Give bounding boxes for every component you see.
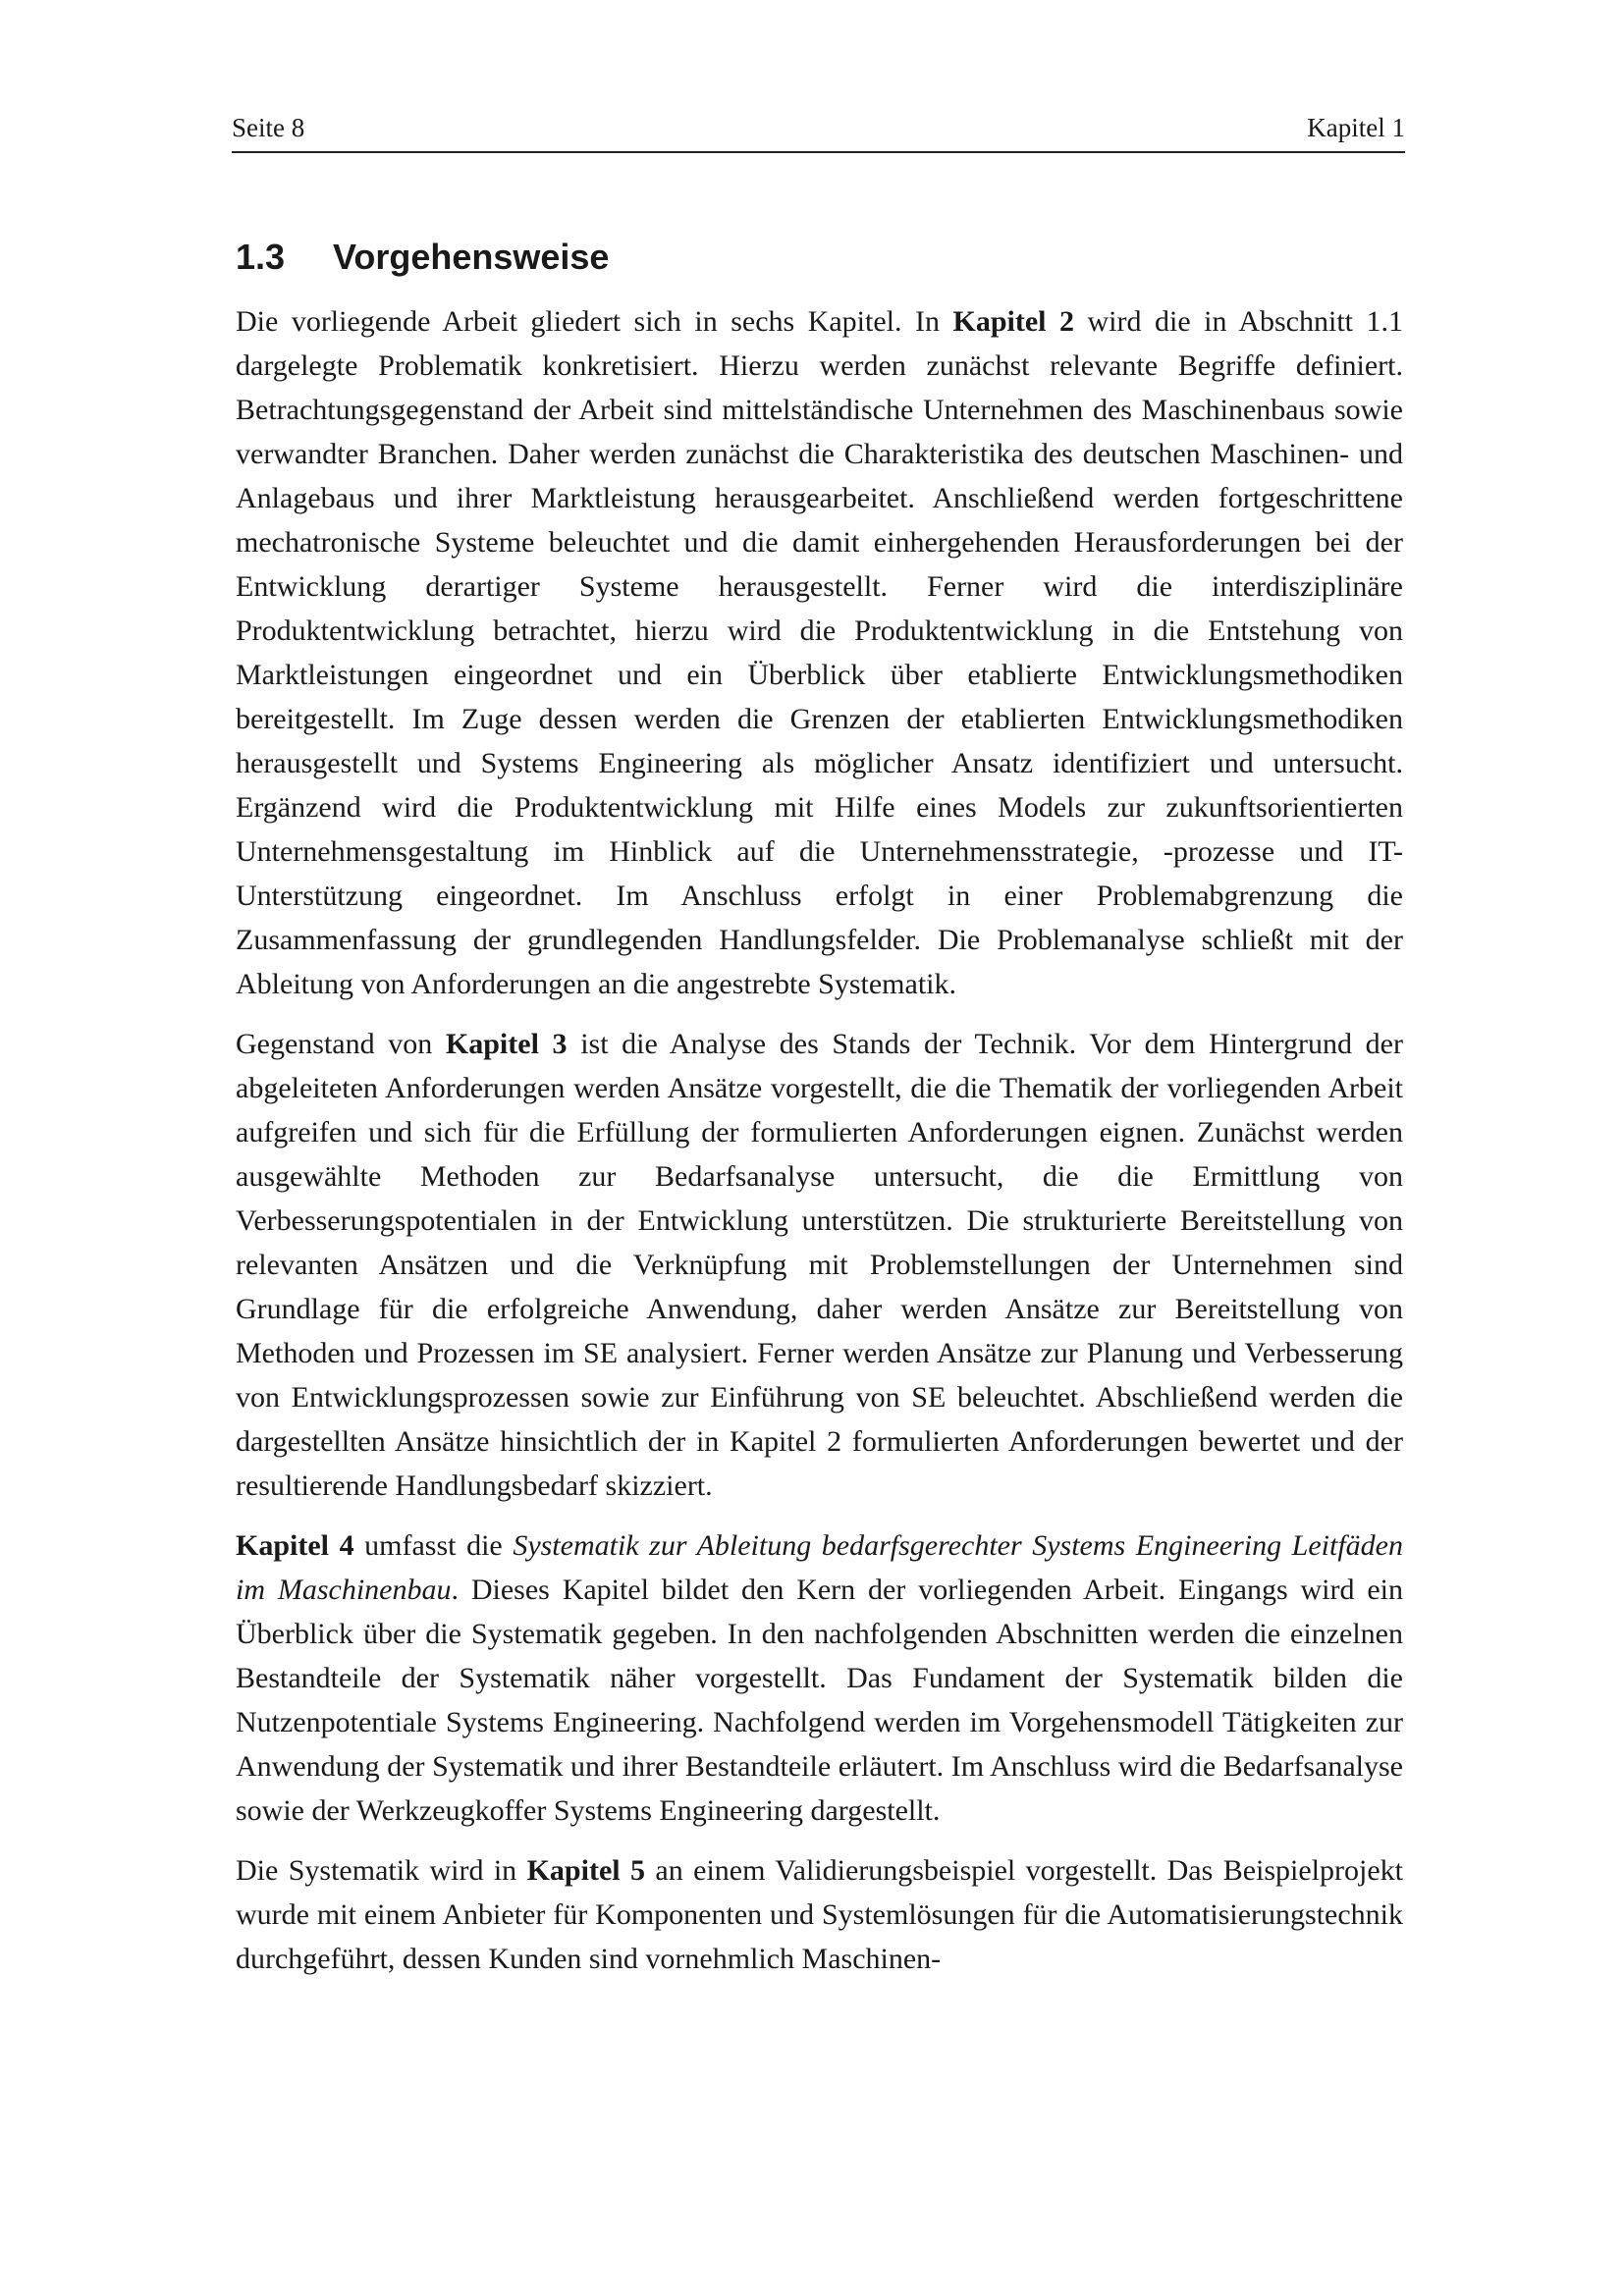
chapter-5-reference: Kapitel 5 (526, 1854, 645, 1887)
paragraph-2-text: ist die Analyse des Stands der Technik. Vor dem Hintergrund der abgeleiteten Anforderungen werden Ansätze vorgestellt, die die Thematik der vorliegenden Arbeit aufgreifen und sich für die Erfüllung der formulierten Anforderungen eignen. Zunächst werden ausgewählte Methoden zur Bedarfsanalyse untersucht, die die Ermittlung von Verbesserungspotentialen in der Entwicklung unterstützen. Die strukturierte Bereitstellung von relevanten Ansätzen und die Verknüpfung mit Problemstellungen der Unternehmen sind Grundlage für die erfolgreiche Anwendung, daher werden Ansätze zur Bereitstellung von Methoden und Prozessen im SE analysiert. Ferner werden Ansätze zur Planung und Verbesserung von Entwicklungsprozessen sowie zur Einführung von SE beleuchtet. Abschließend werden die dargestellten Ansätze hinsichtlich der in Kapitel 2 formulierten Anforderungen bewertet und der resultierende Handlungsbedarf skizziert. (236, 1028, 1403, 1502)
paragraph-1-text: wird die in Abschnitt 1.1 dargelegte Problematik konkretisiert. Hierzu werden zunächst relevante Begriffe definiert. Betrachtungsgegenstand der Arbeit sind mittelständische Unternehmen des Maschinenbaus sowie verwandter Branchen. Daher werden zunächst die Charakteristika des deutschen Maschinen- und Anlagebaus und ihrer Marktleistung herausgearbeitet. Anschließend werden fortgeschrittene mechatronische Systeme beleuchtet und die damit einhergehenden Herausforderungen bei der Entwicklung derartiger Systeme herausgestellt. Ferner wird die interdisziplinäre Produktentwicklung betrachtet, hierzu wird die Produktentwicklung in die Entstehung von Marktleistungen eingeordnet und ein Überblick über etablierte Entwicklungsmethodiken bereitgestellt. Im Zuge dessen werden die Grenzen der etablierten Entwicklungsmethodiken herausgestellt und Systems Engineering als möglicher Ansatz identifiziert und untersucht. Ergänzend wird die Produktentwicklung mit Hilfe eines Models zur zukunftsorientierten Unternehmensgestaltung im Hinblick auf die Unternehmensstrategie, -prozesse und IT-Unterstützung eingeordnet. Im Anschluss erfolgt in einer Problemabgrenzung die Zusammenfassung der grundlegenden Handlungsfelder. Die Problemanalyse schließt mit der Ableitung von Anforderungen an die angestrebte Systematik. (236, 305, 1403, 1000)
chapter-4-reference: Kapitel 4 (236, 1529, 354, 1562)
body-text (236, 299, 1403, 1997)
paragraph-4-intro: Die Systematik wird in (236, 1854, 527, 1887)
paragraph-3-text: . Dieses Kapitel bildet den Kern der vorliegenden Arbeit. Eingangs wird ein Überblick über die Systematik gegeben. In den nachfolgenden Abschnitten werden die einzelnen Bestandteile der Systematik näher vorgestellt. Das Fundament der Systematik bilden die Nutzenpotentiale Systems Engineering. Nachfolgend werden im Vorgehensmodell Tätigkeiten zur Anwendung der Systematik und ihrer Bestandteile erläutert. Im Anschluss wird die Bedarfsanalyse sowie der Werkzeugkoffer Systems Engineering dargestellt. (236, 1574, 1404, 1827)
section-title: Vorgehensweise (333, 237, 610, 277)
chapter-2-reference: Kapitel 2 (952, 305, 1074, 338)
paragraph-4 (236, 1848, 1403, 1981)
paragraph-4-text: an einem Validierungsbeispiel vorgestellt. Das Beispielprojekt wurde mit einem Anbieter für Komponenten und Systemlösungen für die Automatisierungstechnik durchgeführt, dessen Kunden sind vornehmlich Maschinen- (236, 1854, 1403, 1975)
paragraph-1-intro: Die vorliegende Arbeit gliedert sich in sechs Kapitel. In (236, 305, 953, 338)
page-number: Seite 8 (232, 113, 305, 142)
chapter-3-reference: Kapitel 3 (445, 1028, 568, 1060)
systematik-title: Systematik zur Ableitung bedarfsgerechter Systems Engineering Leitfäden im Maschinenbau (236, 1529, 1403, 1606)
paragraph-1 (236, 299, 1403, 1006)
paragraph-2-intro: Gegenstand von (236, 1028, 446, 1060)
paragraph-2 (236, 1022, 1403, 1508)
section-heading (236, 232, 1404, 283)
paragraph-3 (236, 1523, 1403, 1833)
chapter-label: Kapitel 1 (1307, 113, 1405, 142)
running-header (232, 108, 1405, 153)
paragraph-3-middle: umfasst die (353, 1529, 514, 1562)
section-number: 1.3 (236, 237, 286, 277)
